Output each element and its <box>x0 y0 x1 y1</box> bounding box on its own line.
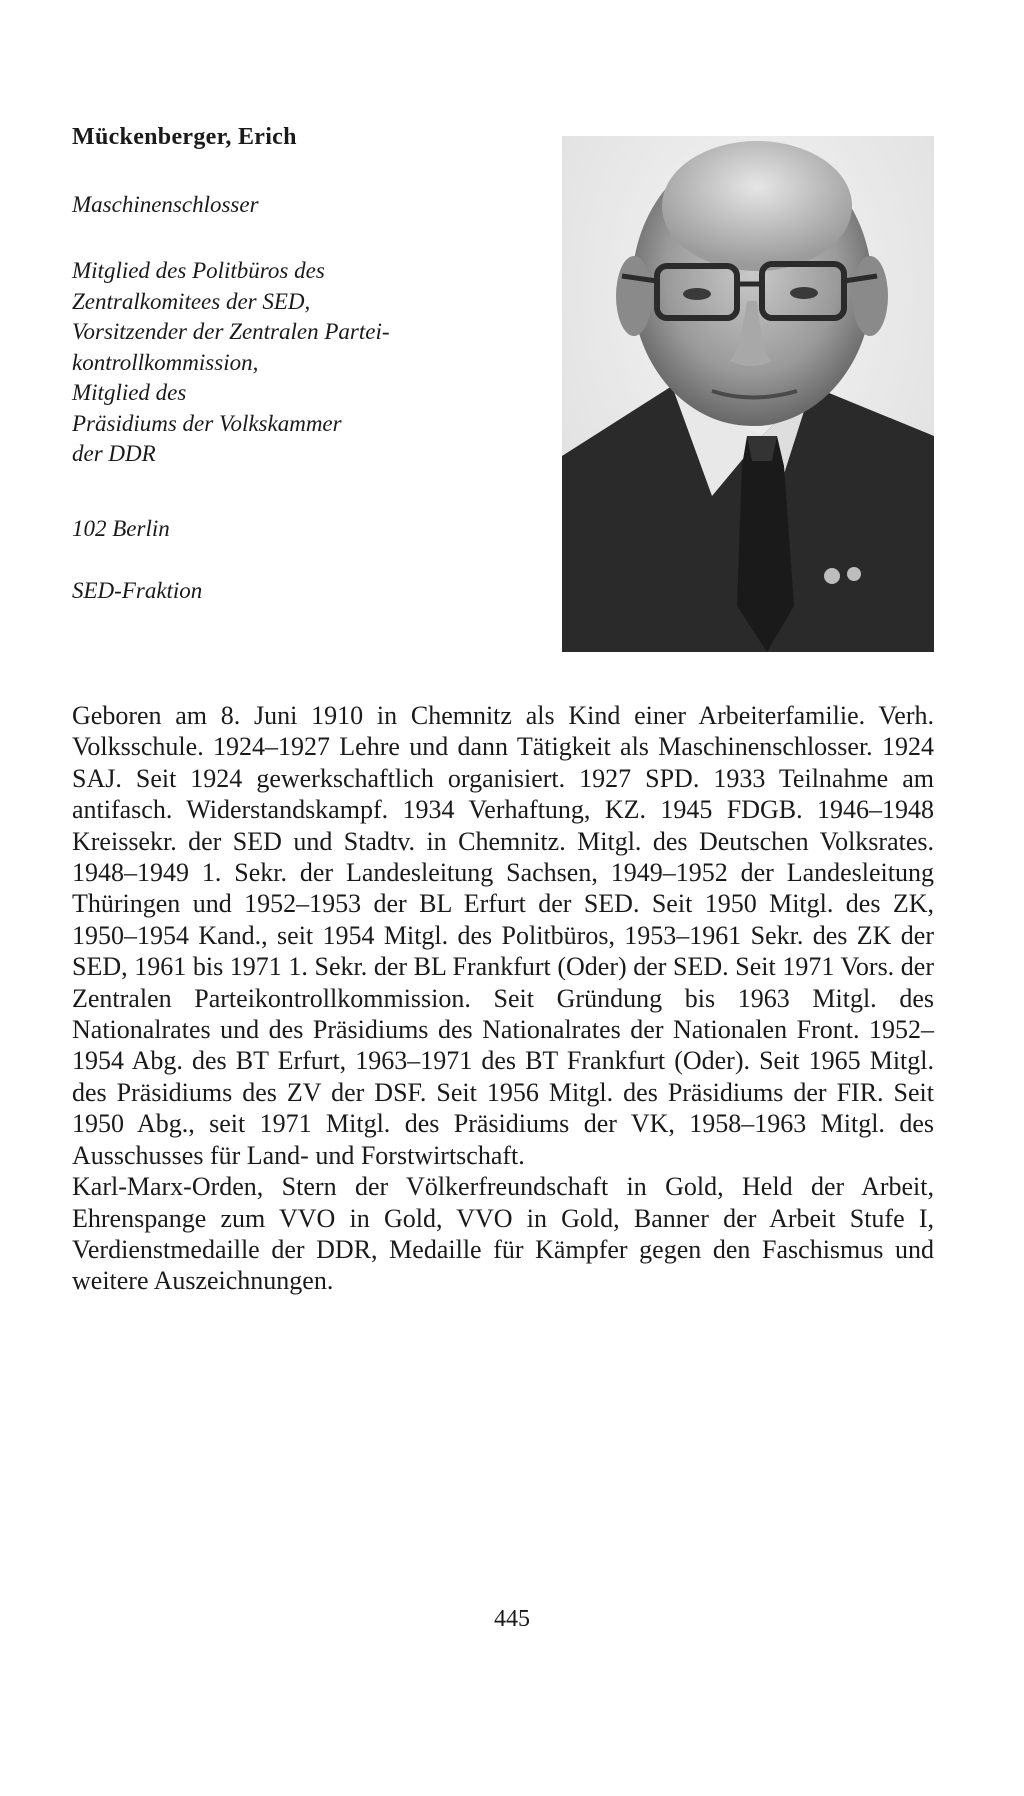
awards-paragraph: Karl-Marx-Orden, Stern der Völkerfreundschaft in Gold, Held der Arbeit, Ehrenspange zum VVO in Gold, VVO in Gold, Banner der Arbeit Stufe I, Verdienstmedaille der DDR, Medaille für Kämpfer gegen den Faschismus und weitere Auszeichnungen. <box>72 1172 934 1296</box>
function-line: Zentralkomitees der SED, <box>72 288 311 314</box>
person-name: Mückenberger, Erich <box>72 124 297 150</box>
function-line: Präsidiums der Volkskammer <box>72 410 342 436</box>
function-line: kontrollkommission, <box>72 349 259 375</box>
function-line: der DDR <box>72 441 156 466</box>
function-line: Mitglied des <box>72 380 187 405</box>
address: 102 Berlin <box>72 516 170 541</box>
functions-list <box>72 256 492 470</box>
page-number: 445 <box>494 1606 530 1632</box>
function-line: Vorsitzender der Zentralen Partei- <box>72 319 390 344</box>
portrait-photo <box>562 136 934 652</box>
faction: SED-Fraktion <box>72 578 203 603</box>
biography-paragraph: Geboren am 8. Juni 1910 in Chemnitz als Kind einer Arbeiterfamilie. Verh. Volksschule. 1924–1927 Lehre und dann Tätigkeit als Maschinenschlosser. 1924 SAJ. Seit 1924 gewerkschaftlich organisiert. 1927 SPD. 1933 Teilnahme am antifasch. Widerstandskampf. 1934 Verhaftung, KZ. 1945 FDGB. 1946–1948 Kreissekr. der SED und Stadtv. in Chemnitz. Mitgl. des Deutschen Volksrates. 1948–1949 1. Sekr. der Landesleitung Sachsen, 1949–1952 der Landesleitung Thüringen und 1952–1953 der BL Erfurt der SED. Seit 1950 Mitgl. des ZK, 1950–1954 Kand., seit 1954 Mitgl. des Politbüros, 1953–1961 Sekr. des ZK der SED, 1961 bis 1971 1. Sekr. der BL Frankfurt (Oder) der SED. Seit 1971 Vors. der Zentralen Parteikontrollkommission. Seit Gründung bis 1963 Mitgl. des Nationalrates und des Präsidiums des Nationalrates der Nationalen Front. 1952–1954 Abg. des BT Erfurt, 1963–1971 des BT Frankfurt (Oder). Seit 1965 Mitgl. des Präsidiums des ZV der DSF. Seit 1956 Mitgl. des Präsidiums der FIR. Seit 1950 Abg., seit 1971 Mitgl. des Präsidiums der VK, 1958–1963 Mitgl. des Ausschusses für Land- und Forstwirtschaft. <box>72 701 934 1170</box>
biography <box>72 700 934 1297</box>
function-line: Mitglied des Politbüros des <box>72 258 325 283</box>
profession: Maschinenschlosser <box>72 192 259 217</box>
